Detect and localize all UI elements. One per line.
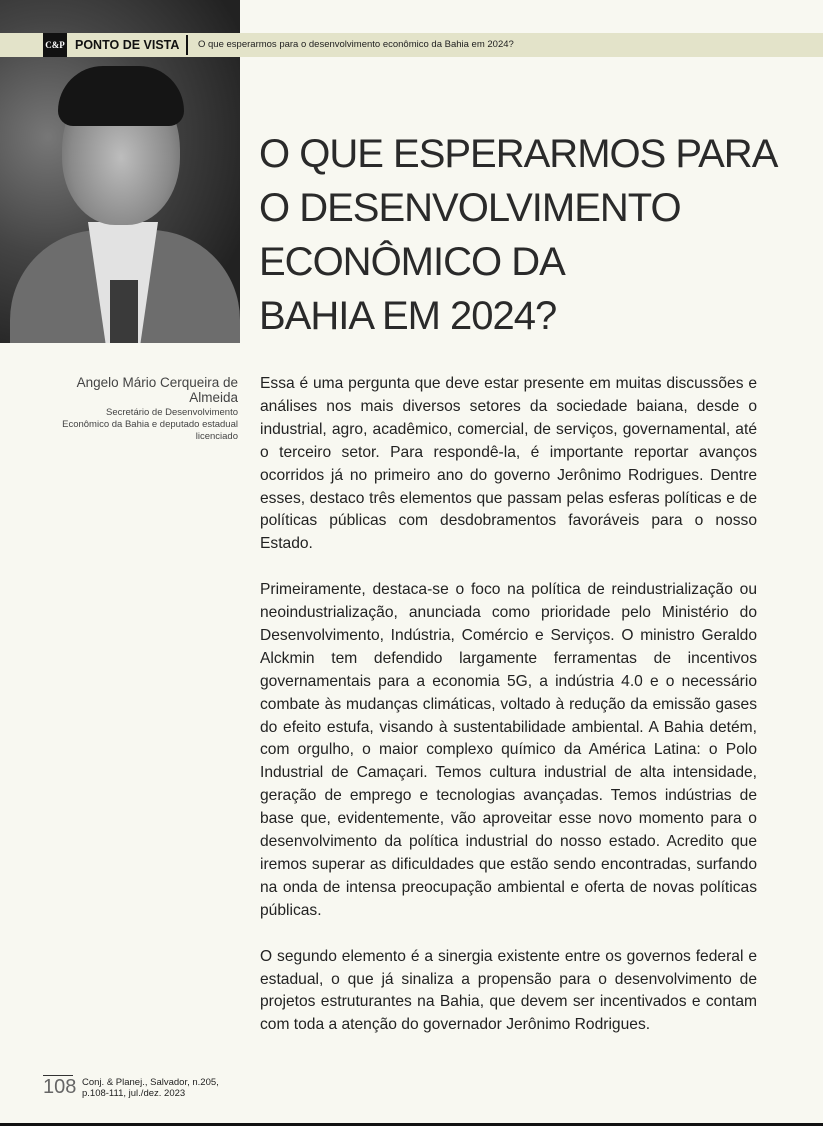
title-line: ECONÔMICO DA	[259, 240, 565, 284]
author-caption	[60, 375, 238, 443]
article-title	[259, 127, 819, 343]
citation-line: Conj. & Planej., Salvador, n.205,	[82, 1077, 219, 1088]
citation	[82, 1077, 219, 1099]
journal-logo: C&P	[43, 33, 67, 57]
running-title: O que esperarmos para o desenvolvimento econômico da Bahia em 2024?	[198, 39, 514, 50]
title-line: BAHIA EM 2024?	[259, 294, 557, 338]
paragraph: Essa é uma pergunta que deve estar presente em muitas discussões e análises nos mais diversos setores da sociedade baiana, desde o industrial, agro, acadêmico, comercial, de serviços, governamental, até o terceiro setor. Para respondê-la, é importante reportar avanços ocorridos já no primeiro ano do governo Jerônimo Rodrigues. Dentre esses, destaco três elementos que passam pelas esferas políticas e de políticas públicas com desdobramentos favoráveis para o nosso Estado.	[260, 375, 757, 553]
paragraph: Primeiramente, destaca-se o foco na política de reindustrialização ou neoindustrialização, anunciada como prioridade pelo Ministério do Desenvolvimento, Indústria, Comércio e Serviços. O ministro Geraldo Alckmin tem defendido largamente ferramentas de incentivos governamentais para a economia 5G, a indústria 4.0 e o necessário combate às mudanças climáticas, voltado à redução da emissão gases do efeito estufa, visando à sustentabilidade ambiental. A Bahia detém, com orgulho, o maior complexo químico da América Latina: o Polo Industrial de Camaçari. Temos cultura industrial de alta intensidade, geração de emprego e tecnologias avançadas. Temos indústrias de base que, evidentemente, vão aproveitar esse novo momento para o desenvolvimento da política industrial do nosso estado. Acredito que iremos superar as dificuldades que estão sendo encontradas, surfando na onda de intensa preocupação ambiental e oferta de novas políticas públicas.	[260, 581, 757, 919]
author-role: Secretário de Desenvolvimento Econômico da Bahia e deputado estadual licenciado	[62, 407, 238, 442]
author-name: Angelo Mário Cerqueira de Almeida	[76, 375, 238, 405]
page-number: 108	[43, 1076, 77, 1098]
divider	[186, 35, 188, 55]
article-body	[260, 373, 757, 1060]
title-line: O DESENVOLVIMENTO	[259, 186, 681, 230]
title-line: O QUE ESPERARMOS PARA	[259, 132, 778, 176]
section-label: PONTO DE VISTA	[75, 38, 180, 52]
citation-line: p.108-111, jul./dez. 2023	[82, 1088, 186, 1099]
section-header-bar	[0, 33, 823, 57]
paragraph: O segundo elemento é a sinergia existente entre os governos federal e estadual, o que já sinaliza a propensão para o desenvolvimento de projetos estruturantes na Bahia, que devem ser incentivados e contam com toda a atenção do governador Jerônimo Rodrigues.	[260, 947, 757, 1034]
